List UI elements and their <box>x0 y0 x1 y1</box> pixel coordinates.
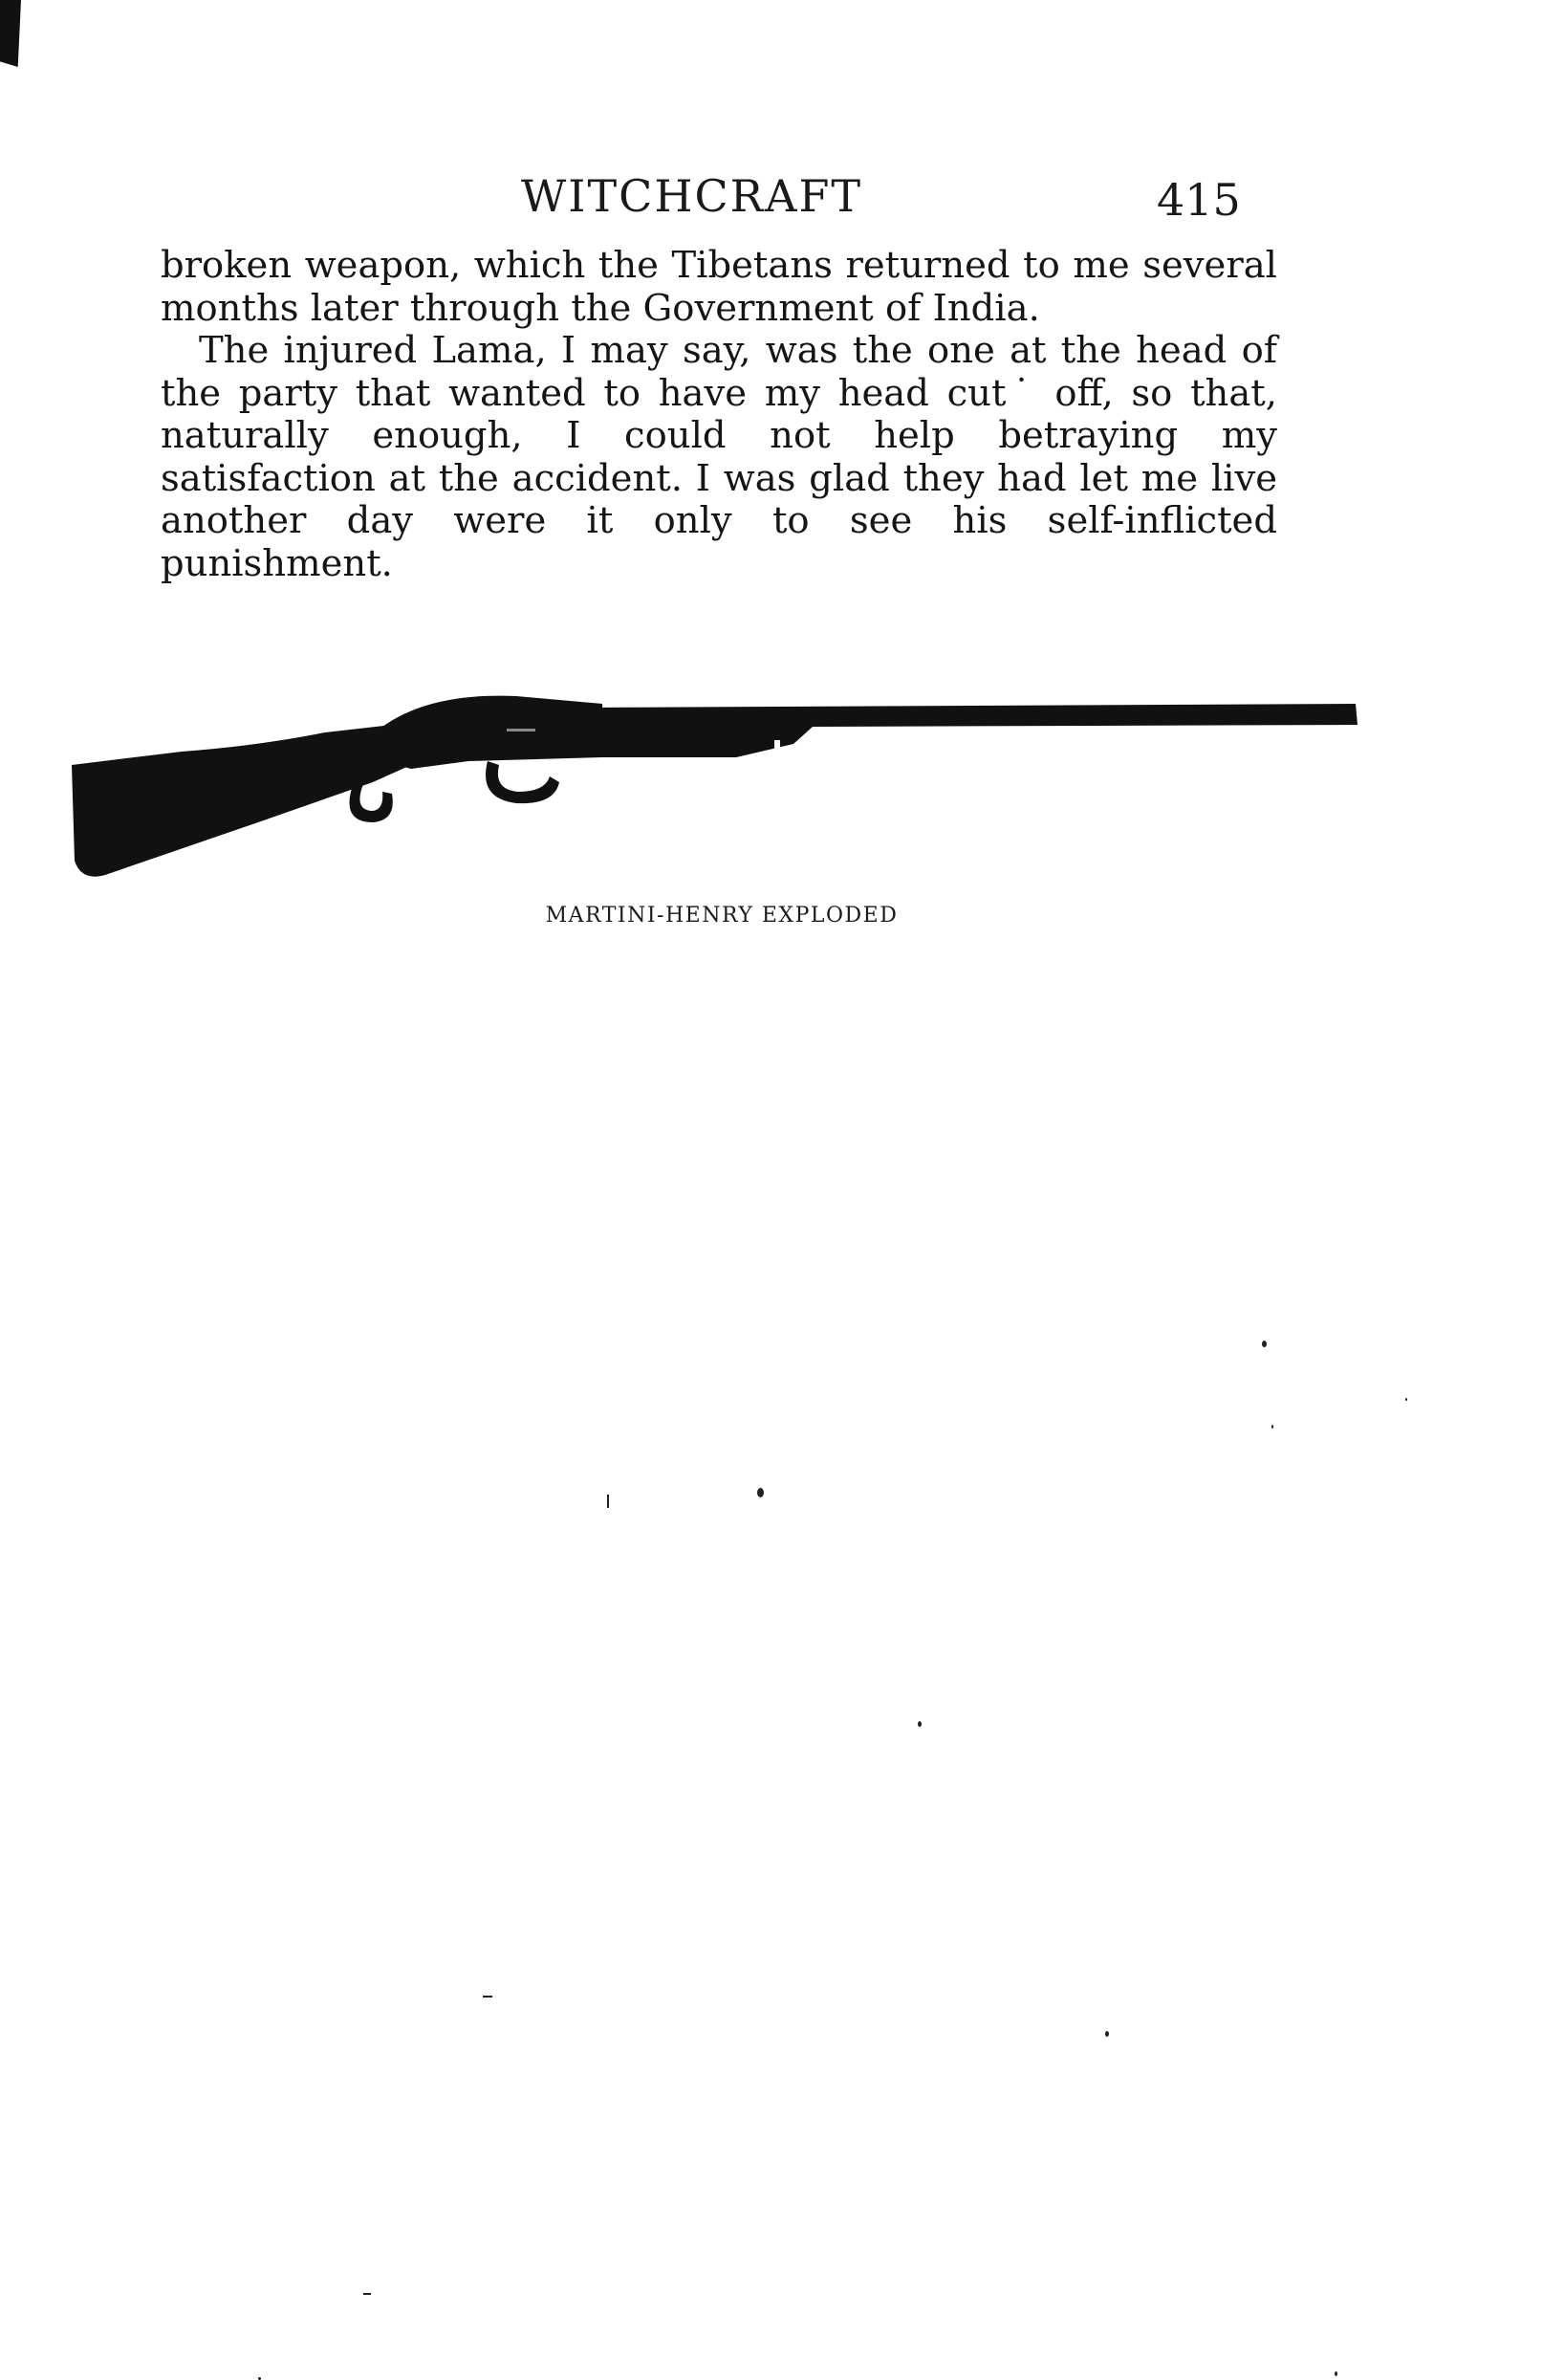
paragraph: broken weapon, which the Tibetans returned to me several months later through the Government of India. <box>161 244 1277 330</box>
scan-speck <box>607 1495 609 1508</box>
scan-speck <box>1105 2031 1109 2037</box>
scan-speck <box>363 2293 371 2295</box>
rifle-silhouette-icon <box>67 669 1367 908</box>
rifle-figure <box>67 669 1367 908</box>
scan-speck <box>483 1996 492 1998</box>
page-number: 415 <box>1157 174 1241 226</box>
paragraph: The injured Lama, I may say, was the one at the head of the party that wanted to have my head cut˙ off, so that, naturally enough, I could not help betraying my satisfaction at the accident. I was glad they had let me live another day were it only to see his self-inflicted punishment. <box>161 329 1277 585</box>
scan-speck <box>757 1488 764 1497</box>
body-text <box>161 245 1277 585</box>
page-edge-mark <box>0 0 21 67</box>
figure-caption: MARTINI-HENRY EXPLODED <box>545 904 899 928</box>
scan-speck <box>1262 1341 1267 1347</box>
scan-speck <box>918 1721 922 1727</box>
scan-speck <box>1271 1425 1273 1429</box>
running-head: WITCHCRAFT <box>521 170 863 222</box>
scan-speck <box>1335 2371 1337 2376</box>
scan-speck <box>1405 1398 1407 1401</box>
